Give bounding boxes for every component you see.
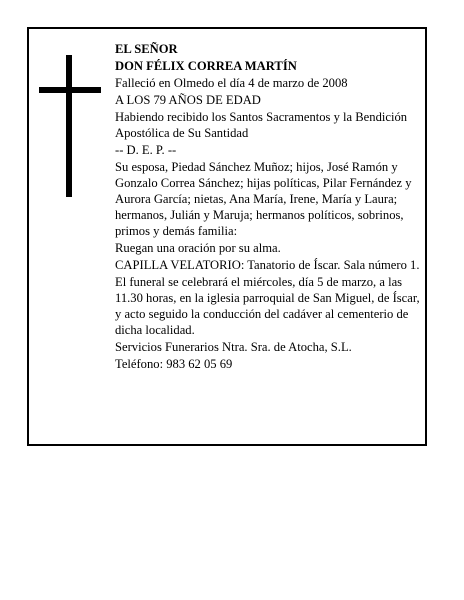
cross-vertical-bar [66, 55, 72, 197]
sacraments-line: Habiendo recibido los Santos Sacramentos y la Bendición Apostólica de Su Santidad [115, 110, 408, 140]
notice-text [115, 41, 425, 373]
funeral-home-line: Servicios Funerarios Ntra. Sra. de Atocha, S.L. [115, 340, 352, 354]
death-date-line: Falleció en Olmedo el día 4 de marzo de 2008 [115, 76, 348, 90]
heading-title: EL SEÑOR [115, 42, 178, 56]
age-line: A LOS 79 AÑOS DE EDAD [115, 93, 261, 107]
obituary-notice [27, 27, 427, 446]
phone-line: Teléfono: 983 62 05 69 [115, 357, 233, 371]
rip-line: -- D. E. P. -- [115, 143, 177, 157]
deceased-name: DON FÉLIX CORREA MARTÍN [115, 59, 297, 73]
cross-horizontal-bar [39, 87, 101, 93]
funeral-paragraph: El funeral se celebrará el miércoles, día 5 de marzo, a las 11.30 horas, en la iglesia parroquial de San Miguel, de Íscar, y acto seguido la conducción del cadáver al cementerio de dicha localidad. [115, 275, 420, 337]
chapel-line: CAPILLA VELATORIO: Tanatorio de Íscar. Sala número 1. [115, 258, 420, 272]
family-paragraph: Su esposa, Piedad Sánchez Muñoz; hijos, José Ramón y Gonzalo Correa Sánchez; hijas políticas, Pilar Fernández y Aurora García; nietas, Ana María, Irene, María y Laura; hermanos, Julián y Maruja; hermanos políticos, sobrinos, primos y demás familia: [115, 160, 412, 238]
latin-cross-icon [39, 55, 101, 197]
prayer-line: Ruegan una oración por su alma. [115, 241, 281, 255]
